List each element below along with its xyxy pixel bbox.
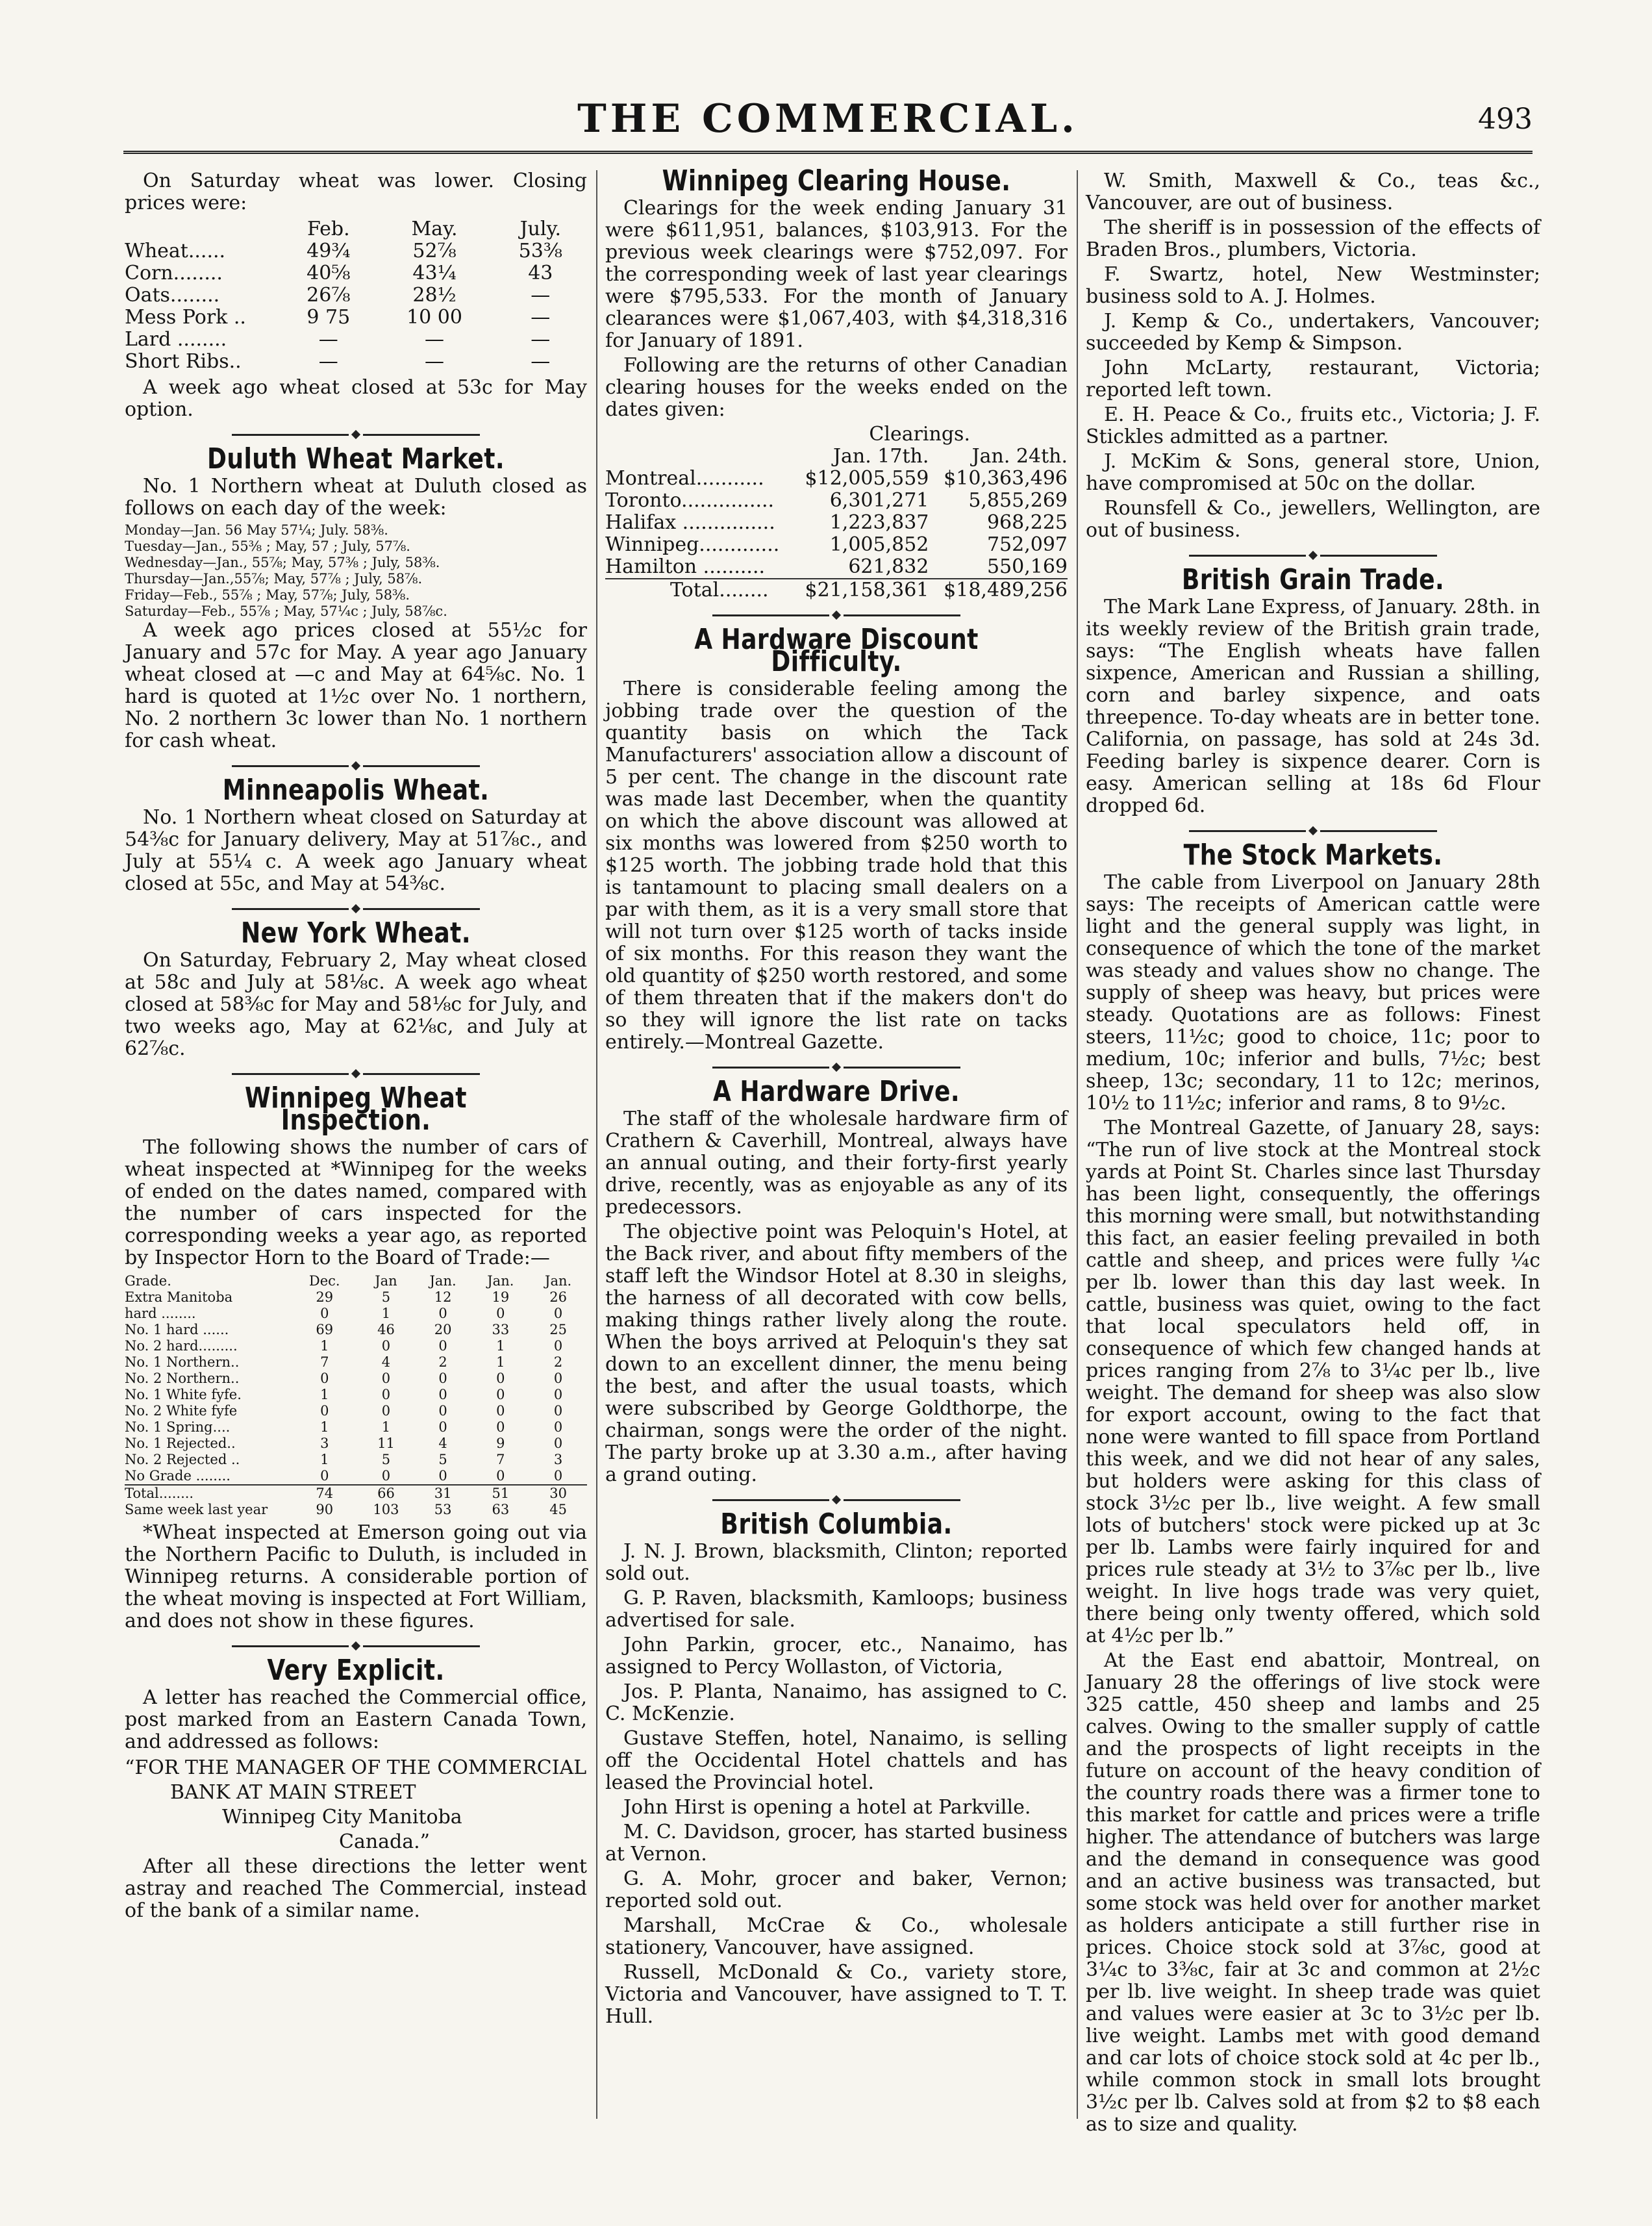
table-cell: 752,097 xyxy=(986,533,1068,556)
table-header-row xyxy=(125,1273,587,1289)
table-cell: 43¼ xyxy=(412,262,457,285)
table-cell: 53 xyxy=(434,1502,452,1517)
list-item: The sheriff is in possession of the effects of Braden Bros., plumbers, Victoria. xyxy=(1086,216,1540,261)
table-header-cell: July. xyxy=(519,218,562,240)
table-row xyxy=(125,1338,587,1354)
paragraph: After all these directions the letter went astray and reached The Commercial, instead of the bank of a similar name. xyxy=(125,1855,587,1922)
table-cell: 52⅞ xyxy=(412,240,457,262)
paragraph: A letter has reached the Commercial office, post marked from an Eastern Canada Town, and addressed as follows: xyxy=(125,1686,587,1753)
table-cell: 3 xyxy=(553,1452,563,1467)
table-row xyxy=(605,556,1068,579)
paragraph: The staff of the wholesale hardware firm of Crathern & Caverhill, Montreal, always have an annual outing, and their forty-first yearly drive, recently, was as enjoyable as any of its predecessors. xyxy=(605,1107,1068,1219)
list-item: John Hirst is opening a hotel at Parkville. xyxy=(623,1796,1031,1819)
table-cell: 63 xyxy=(492,1502,510,1517)
table-cell: 1 xyxy=(320,1338,329,1354)
table-cell: 0 xyxy=(438,1371,447,1386)
table-cell: — xyxy=(425,350,445,373)
table-cell: Total........ xyxy=(125,1486,194,1501)
table-cell: 9 xyxy=(496,1436,505,1451)
table-cell: $10,363,496 xyxy=(944,467,1068,490)
list-item: W. Smith, Maxwell & Co., teas &c., Vancouver, are out of business. xyxy=(1086,170,1540,214)
paragraph: No. 1 Northern wheat closed on Saturday at 54⅜c for January delivery, May at 51⅞c., and July at 55¼ c. A week ago January wheat closed at 55c, and May at 54⅜c. xyxy=(125,806,587,895)
table-header-cell: 29 xyxy=(316,1289,334,1305)
list-item: Rounsfell & Co., jewellers, Wellington, are out of business. xyxy=(1086,497,1540,542)
section-heading: The Stock Markets. xyxy=(1183,839,1443,872)
masthead-rule xyxy=(123,151,1533,154)
list-item: Wednesday—Jan., 55⅞; May, 57⅜ ; July, 58⅜. xyxy=(125,555,440,570)
table-cell: 0 xyxy=(496,1468,505,1484)
table-cell: Corn........ xyxy=(125,262,223,285)
table-cell: — xyxy=(425,328,445,351)
table-header-cell: Jan. 24th. xyxy=(971,445,1068,468)
table-cell: 0 xyxy=(320,1403,329,1419)
table-header-cell: Jan. xyxy=(545,1273,572,1289)
clearings-label: Clearings. xyxy=(869,423,970,446)
grain-intro: On Saturday wheat was lower. Closing prices were: xyxy=(125,170,587,214)
table-cell: 968,225 xyxy=(986,511,1068,534)
table-cell: 0 xyxy=(438,1468,447,1484)
section-separator xyxy=(1086,828,1540,834)
list-item: Saturday—Feb., 55⅞ ; May, 57¼c ; July, 58⅞c. xyxy=(125,603,447,619)
table-cell: 53⅜ xyxy=(518,240,562,262)
table-row xyxy=(125,1387,587,1403)
table-row xyxy=(125,1452,587,1468)
table-cell: 7 xyxy=(320,1354,329,1370)
table-cell: 0 xyxy=(320,1306,329,1321)
table-cell: No. 2 hard......... xyxy=(125,1338,238,1354)
table-row xyxy=(125,1306,587,1322)
table-cell: 6,301,271 xyxy=(829,489,929,512)
table-row xyxy=(125,1436,587,1452)
section-separator xyxy=(125,905,587,912)
table-cell: 1 xyxy=(496,1338,505,1354)
table-header-cell: 12 xyxy=(434,1289,452,1305)
table-header-cell: Dec. xyxy=(308,1273,340,1289)
table-cell: 0 xyxy=(553,1371,563,1386)
address-line: Canada.” xyxy=(339,1830,431,1853)
table-row xyxy=(605,468,1068,490)
paragraph: There is considerable feeling among the jobbing trade over the question of the quantity basis on which the Tack Manufacturers' association allow a discount of 5 per cent. The change in the discount rate was made last December, when the quantity on which the above discount was allowed at six months was lowered from $250 worth to $125 worth. The jobbing trade hold that this is tantamount to placing small dealers on a par with them, as it is a very small store that will not turn over $125 worth of tacks inside of six months. For this reason they want the old quantity of $250 worth restored, and some of them threaten that if the makers don't do so they will ignore the list rate on tacks entirely.—Montreal Gazette. xyxy=(605,677,1068,1054)
table-cell: 25 xyxy=(549,1322,567,1337)
table-header-cell: Extra Manitoba xyxy=(125,1289,233,1305)
column-2 xyxy=(605,164,1068,2030)
table-cell: 1 xyxy=(381,1419,391,1435)
table-row xyxy=(125,1468,587,1485)
footnote: *Wheat inspected at Emerson going out via the Northern Pacific to Duluth, is included in Winnipeg returns. A considerable portion of the wheat moving is inspected at Fort William, and does not show in these figures. xyxy=(125,1521,587,1632)
table-cell: 0 xyxy=(438,1403,447,1419)
table-cell: 1 xyxy=(320,1419,329,1435)
table-cell: — xyxy=(318,350,338,373)
table-cell: 0 xyxy=(381,1387,391,1402)
table-cell: 69 xyxy=(316,1322,334,1337)
table-row xyxy=(125,1371,587,1387)
table-cell: 31 xyxy=(434,1486,452,1501)
column-3 xyxy=(1086,170,1540,2138)
section-separator xyxy=(605,1497,1068,1503)
address-line: “FOR THE MANAGER OF THE COMMERCIAL xyxy=(125,1756,587,1779)
table-cell: 1 xyxy=(320,1452,329,1467)
table-header-cell: Jan. xyxy=(429,1273,457,1289)
table-header-cell: 26 xyxy=(549,1289,567,1305)
table-cell: 1 xyxy=(381,1306,391,1321)
table-cell: 5 xyxy=(438,1452,447,1467)
table-cell: — xyxy=(318,328,338,351)
closing-prices-table xyxy=(125,218,587,373)
table-cell: 1 xyxy=(496,1354,505,1370)
paragraph: Following are the returns of other Canadian clearing houses for the weeks ended on the dates given: xyxy=(605,354,1068,421)
table-cell: 0 xyxy=(381,1403,391,1419)
table-cell: 40⅝ xyxy=(307,262,351,285)
table-cell: $18,489,256 xyxy=(944,579,1068,601)
table-cell: 0 xyxy=(381,1338,391,1354)
section-separator xyxy=(125,1643,587,1649)
table-cell: Total........ xyxy=(670,579,769,601)
table-row xyxy=(125,1354,587,1371)
table-cell: 26⅞ xyxy=(307,284,351,307)
table-cell: 9 75 xyxy=(307,306,351,329)
table-cell: 550,169 xyxy=(986,555,1068,578)
section-heading: Duluth Wheat Market. xyxy=(207,442,505,475)
list-item: E. H. Peace & Co., fruits etc., Victoria; J. F. Stickles admitted as a partner. xyxy=(1086,403,1540,448)
table-cell: 0 xyxy=(553,1419,563,1435)
column-divider xyxy=(1077,170,1078,2119)
table-row xyxy=(125,329,587,351)
table-cell: Montreal........... xyxy=(605,467,764,490)
section-separator xyxy=(125,431,587,438)
table-header-row xyxy=(125,218,587,240)
column-1 xyxy=(125,170,587,1925)
table-cell: 1,005,852 xyxy=(829,533,929,556)
newspaper-title: THE COMMERCIAL. xyxy=(577,96,1079,142)
table-row xyxy=(125,351,587,373)
table-cell: 4 xyxy=(381,1354,391,1370)
section-separator xyxy=(125,763,587,769)
list-item: Marshall, McCrae & Co., wholesale stationery, Vancouver, have assigned. xyxy=(605,1914,1068,1959)
inspection-table xyxy=(125,1273,587,1518)
list-item: Jos. P. Planta, Nanaimo, has assigned to C. C. McKenzie. xyxy=(605,1680,1068,1725)
table-cell: No. 1 hard ...... xyxy=(125,1322,229,1337)
table-cell: 0 xyxy=(553,1338,563,1354)
table-row xyxy=(605,490,1068,512)
table-cell: 90 xyxy=(316,1502,334,1517)
table-cell: 5 xyxy=(381,1452,391,1467)
table-cell: $12,005,559 xyxy=(805,467,929,490)
table-cell: Oats........ xyxy=(125,284,220,307)
list-item: J. Kemp & Co., undertakers, Vancouver; succeeded by Kemp & Simpson. xyxy=(1086,310,1540,355)
table-row xyxy=(605,534,1068,556)
table-cell: 49¾ xyxy=(307,240,351,262)
table-header-cell: May. xyxy=(411,218,458,240)
table-cell: Winnipeg............. xyxy=(605,533,780,556)
paragraph: On Saturday, February 2, May wheat closed at 58c and July at 58⅛c. A week ago wheat closed at 58⅜c for May and 58⅛c for July, and two weeks ago, May at 62⅛c, and July at 62⅞c. xyxy=(125,949,587,1060)
table-cell: — xyxy=(531,350,551,373)
list-item: Russell, McDonald & Co., variety store, Victoria and Vancouver, have assigned to T. T. Hull. xyxy=(605,1961,1068,2028)
masthead xyxy=(123,91,1533,149)
table-cell: Same week last year xyxy=(125,1502,268,1517)
section-separator xyxy=(605,1064,1068,1070)
table-cell: 0 xyxy=(438,1306,447,1321)
table-cell: 3 xyxy=(320,1436,329,1451)
table-cell: 0 xyxy=(438,1387,447,1402)
table-cell: 0 xyxy=(381,1371,391,1386)
table-header-cell: 19 xyxy=(492,1289,510,1305)
section-heading: Winnipeg Wheat Inspection. xyxy=(245,1081,467,1137)
table-cell: — xyxy=(531,284,551,307)
table-header-cell: Grade. xyxy=(125,1273,171,1289)
table-row xyxy=(125,307,587,329)
paragraph: A week ago wheat closed at 53c for May option. xyxy=(125,376,587,421)
table-cell: 0 xyxy=(438,1338,447,1354)
paragraph: Clearings for the week ending January 31 were $611,951, balances, $103,913. For the previous week clearings were $752,097. For the corresponding week of last year clearings were $795,533. For the month of January clearances were $1,067,403, with $4,318,316 for January of 1891. xyxy=(605,197,1068,352)
table-cell: 103 xyxy=(373,1502,399,1517)
table-cell: 33 xyxy=(492,1322,510,1337)
table-cell: 10 00 xyxy=(407,306,462,329)
table-row xyxy=(125,285,587,307)
table-header-cell: Jan. xyxy=(487,1273,514,1289)
table-cell: Toronto............... xyxy=(605,489,775,512)
section-heading: Winnipeg Clearing House. xyxy=(662,164,1011,197)
list-item: F. Swartz, hotel, New Westminster; business sold to A. J. Holmes. xyxy=(1086,263,1540,308)
section-heading: Minneapolis Wheat. xyxy=(222,774,490,807)
table-cell: Halifax ............... xyxy=(605,511,775,534)
section-heading: British Columbia. xyxy=(720,1508,953,1541)
table-cell: 66 xyxy=(377,1486,395,1501)
table-cell: 0 xyxy=(553,1468,563,1484)
table-cell: No. 2 Rejected .. xyxy=(125,1452,240,1467)
section-separator xyxy=(1086,552,1540,559)
table-row xyxy=(125,240,587,262)
paragraph: The Montreal Gazette, of January 28, says: “The run of live stock at the Montreal stock yards at Point St. Charles since last Thursday has been light, consequently, the offerings this morning were small, but notwithstanding this fact, an easier feeling prevailed in both cattle and sheep, and prices were fully ¼c per lb. lower than this day last week. In cattle, business was quiet, owing to the fact that local speculators held off, in consequence of which few changed hands at prices ranging from 2⅞ to 3¼c per lb., live weight. The demand for sheep was also slow for export account, owing to the fact that none were wanted to fill space from Portland this week, and we did not hear of any sales, but holders were asking for this class of stock 3½c per lb., live weight. A few small lots of butchers' stock were picked up at 3c per lb. Lambs were fairly inquired for and prices rule steady at 3½ to 3⅞c per lb., live weight. In live hogs trade was very quiet, there being only twenty offered, which sold at 4½c per lb.” xyxy=(1086,1117,1540,1647)
table-row xyxy=(125,1403,587,1419)
table-header-row xyxy=(605,446,1068,468)
table-cell: 0 xyxy=(496,1306,505,1321)
table-cell: 28½ xyxy=(412,284,457,307)
duluth-daily-list xyxy=(125,522,587,620)
list-item: G. P. Raven, blacksmith, Kamloops; business advertised for sale. xyxy=(605,1587,1068,1632)
list-item: John Parkin, grocer, etc., Nanaimo, has assigned to Percy Wollaston, of Victoria, xyxy=(605,1634,1068,1678)
table-cell: 5,855,269 xyxy=(968,489,1068,512)
list-item: Thursday—Jan.,55⅞; May, 57⅞ ; July, 58⅞. xyxy=(125,571,423,587)
table-cell: 0 xyxy=(496,1403,505,1419)
table-cell: 74 xyxy=(316,1486,334,1501)
table-header-cell xyxy=(125,218,282,240)
table-cell: hard ........ xyxy=(125,1306,196,1321)
table-cell: $21,158,361 xyxy=(805,579,929,601)
paragraph: The objective point was Peloquin's Hotel, at the Back river, and about fifty members of the staff left the Windsor Hotel at 8.30 in sleighs, the harness of all decorated with cow bells, making things rather lively along the route. When the boys arrived at Peloquin's they sat down to an excellent dinner, the menu being the best, and after the usual toasts, which were subscribed by George Goldthorpe, the chairman, songs were the order of the night. The party broke up at 3.30 a.m., after having a grand outing. xyxy=(605,1221,1068,1486)
table-total-row xyxy=(605,579,1068,601)
table-cell: 45 xyxy=(549,1502,567,1517)
section-heading: Very Explicit. xyxy=(267,1654,445,1687)
paragraph: At the East end abattoir, Montreal, on January 28 the offerings of live stock were 325 cattle, 450 sheep and lambs and 25 calves. Owing to the smaller supply of cattle and the prospects of light receipts in the future on account of the heavy condition of the country roads there was a firmer tone to this market for cattle and prices were a trifle higher. The attendance of butchers was large and the demand in consequence was good and an active business was transacted, but some stock was held over for another market as holders anticipate a still further rise in prices. Choice stock sold at 3⅞c, good at 3¼c to 3⅜c, fair at 3c and common at 2½c per lb. live weight. In sheep trade was quiet and values were easier at 3c to 3½c per lb. live weight. Lambs met with good demand and car lots of choice stock sold at 4c per lb., while common stock in small lots brought 3½c per lb. Calves sold at from $2 to $8 each as to size and quality. xyxy=(1086,1649,1540,2136)
table-header-cell: Feb. xyxy=(307,218,350,240)
table-row xyxy=(125,262,587,285)
paragraph: No. 1 Northern wheat at Duluth closed as follows on each day of the week: xyxy=(125,475,587,520)
table-row xyxy=(605,512,1068,534)
section-heading: A Hardware Drive. xyxy=(713,1075,960,1108)
table-total-row xyxy=(125,1485,587,1502)
section-heading: New York Wheat. xyxy=(241,917,471,950)
column-divider xyxy=(596,170,597,2119)
section-separator xyxy=(125,1070,587,1077)
table-header-cell: Jan xyxy=(375,1273,397,1289)
table-cell: Mess Pork .. xyxy=(125,306,246,329)
table-cell: 0 xyxy=(553,1403,563,1419)
table-cell: 0 xyxy=(381,1468,391,1484)
page-number: 493 xyxy=(1478,103,1533,136)
list-item: John McLarty, restaurant, Victoria; reported left town. xyxy=(1086,357,1540,401)
list-item: Gustave Steffen, hotel, Nanaimo, is selling off the Occidental Hotel chattels and has leased the Provincial hotel. xyxy=(605,1727,1068,1794)
address-line: BANK AT MAIN STREET xyxy=(170,1781,416,1804)
table-cell: 2 xyxy=(438,1354,447,1370)
table-cell: Wheat...... xyxy=(125,240,226,262)
table-cell: 0 xyxy=(553,1306,563,1321)
table-cell: 51 xyxy=(492,1486,510,1501)
table-cell: No. 1 Spring.... xyxy=(125,1419,231,1435)
list-item: J. McKim & Sons, general store, Union, have compromised at 50c on the dollar. xyxy=(1086,450,1540,495)
list-item: J. N. J. Brown, blacksmith, Clinton; reported sold out. xyxy=(605,1540,1068,1585)
table-row xyxy=(125,1502,587,1518)
table-cell: No. 1 Rejected.. xyxy=(125,1436,236,1451)
table-header-cell: Jan. 17th. xyxy=(832,445,929,468)
table-cell: 20 xyxy=(434,1322,452,1337)
table-header-row xyxy=(125,1289,587,1306)
table-cell: 4 xyxy=(438,1436,447,1451)
table-cell: — xyxy=(531,306,551,329)
table-cell: 43 xyxy=(528,262,553,285)
table-cell: 2 xyxy=(553,1354,563,1370)
section-heading: A Hardware Discount Difficulty. xyxy=(694,623,979,678)
table-cell: 30 xyxy=(549,1486,567,1501)
table-cell: Lard ........ xyxy=(125,328,227,351)
table-cell: No. 2 White fyfe xyxy=(125,1403,238,1419)
table-cell: No. 1 White fyfe. xyxy=(125,1387,242,1402)
table-cell: 0 xyxy=(553,1387,563,1402)
list-item: Friday—Feb., 55⅞ ; May, 57⅞; July, 58⅜. xyxy=(125,587,410,603)
address-line: Winnipeg City Manitoba xyxy=(222,1806,462,1828)
table-cell: 1,223,837 xyxy=(829,511,929,534)
table-cell: 1 xyxy=(320,1387,329,1402)
paragraph: The following shows the number of cars of wheat inspected at *Winnipeg for the weeks of ended on the dates named, compared with the number of cars inspected for the corresponding weeks a year ago, as reported by Inspector Horn to the Board of Trade:— xyxy=(125,1136,587,1269)
paragraph: The cable from Liverpool on January 28th says: The receipts of American cattle were light and the general supply was light, in consequence of which the tone of the market was steady and values show no change. The supply of sheep was heavy, but prices were steady. Quotations are as follows: Finest steers, 11½c; good to choice, 11c; poor to medium, 10c; inferior and bulls, 7½c; best sheep, 13c; secondary, 11 to 12c; merinos, 10½ to 11½c; inferior and rams, 8 to 9½c. xyxy=(1086,871,1540,1115)
table-cell: No. 2 Northern.. xyxy=(125,1371,240,1386)
clearings-table xyxy=(605,446,1068,601)
table-cell: 0 xyxy=(496,1387,505,1402)
table-row xyxy=(125,1322,587,1338)
section-heading: British Grain Trade. xyxy=(1181,563,1445,596)
table-cell: — xyxy=(531,328,551,351)
table-header-cell: 5 xyxy=(381,1289,391,1305)
table-cell: 0 xyxy=(438,1419,447,1435)
paragraph: The Mark Lane Express, of January. 28th. in its weekly review of the British grain trade, says: “The English wheats have fallen sixpence, American and Russian a shilling, corn and barley sixpence, and oats threepence. To-day wheats are in better tone. California, on passage, has sold at 24s 3d. Feeding barley is sixpence dearer. Corn is easy. American selling at 18s 6d Flour dropped 6d. xyxy=(1086,596,1540,817)
table-row xyxy=(125,1419,587,1436)
list-item: Tuesday—Jan., 55⅜ ; May, 57 ; July, 57⅞. xyxy=(125,538,410,554)
table-cell: 7 xyxy=(496,1452,505,1467)
list-item: Monday—Jan. 56 May 57¼; July. 58⅜. xyxy=(125,522,388,538)
table-cell: 0 xyxy=(496,1419,505,1435)
table-header-cell xyxy=(605,446,790,468)
table-cell: 621,832 xyxy=(848,555,929,578)
table-cell: Hamilton .......... xyxy=(605,555,766,578)
table-cell: 0 xyxy=(496,1371,505,1386)
list-item: M. C. Davidson, grocer, has started business at Vernon. xyxy=(605,1821,1068,1866)
table-cell: 0 xyxy=(320,1371,329,1386)
table-cell: 0 xyxy=(553,1436,563,1451)
list-item: G. A. Mohr, grocer and baker, Vernon; reported sold out. xyxy=(605,1867,1068,1912)
table-cell: 46 xyxy=(377,1322,395,1337)
paragraph: A week ago prices closed at 55½c for January and 57c for May. A year ago January wheat closed at —c and May at 64⅝c. No. 1 hard is quoted at 1½c over No. 1 northern, No. 2 northern 3c lower than No. 1 northern for cash wheat. xyxy=(125,619,587,752)
section-separator xyxy=(605,612,1068,618)
table-cell: 11 xyxy=(377,1436,395,1451)
table-cell: 0 xyxy=(320,1468,329,1484)
table-cell: No Grade ........ xyxy=(125,1468,231,1484)
table-cell: No. 1 Northern.. xyxy=(125,1354,240,1370)
table-cell: Short Ribs.. xyxy=(125,350,242,373)
